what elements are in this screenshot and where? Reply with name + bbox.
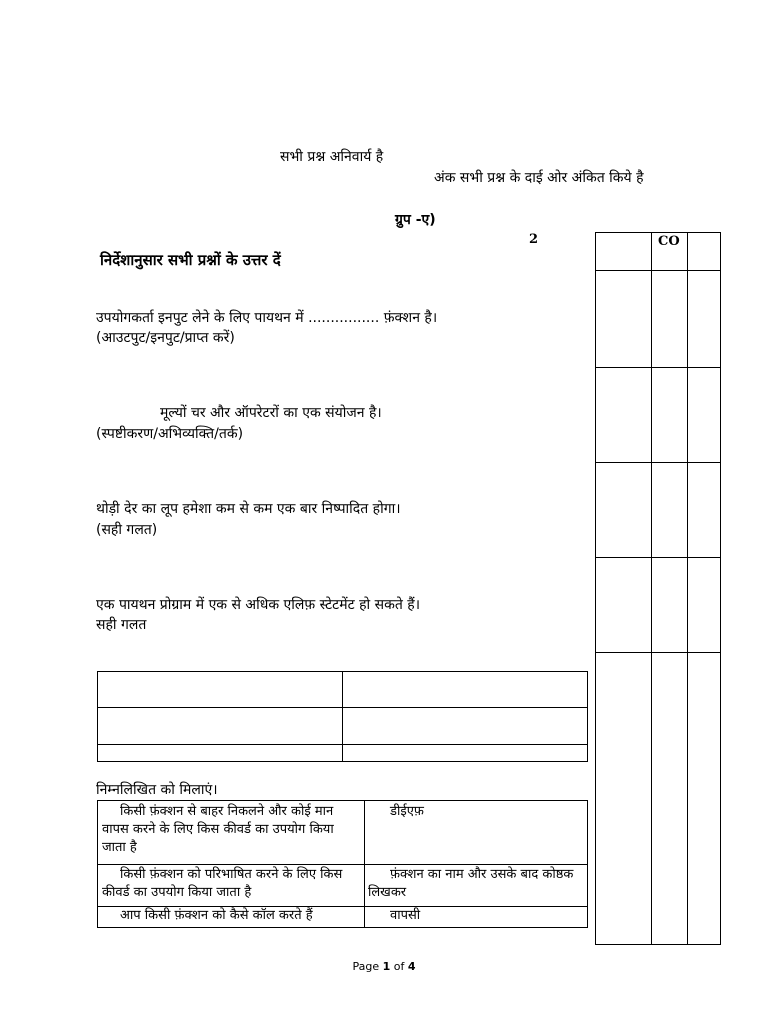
footer-total-pages: 4 <box>407 960 416 973</box>
question-2-options: (स्पष्टीकरण/अभिव्यक्ति/तर्क) <box>96 426 244 442</box>
match-heading: निम्नलिखित को मिलाएं। <box>96 782 218 798</box>
match-row-2-right: फ़ंक्शन का नाम और उसके बाद कोष्ठक लिखकर <box>368 867 574 900</box>
question-4-text: एक पायथन प्रोग्राम में एक से अधिक एलिफ़ स्टेटमेंट हो सकते हैं। <box>96 597 420 613</box>
question-1-options: (आउटपुट/इनपुट/प्राप्त करें) <box>96 330 235 346</box>
section-heading: निर्देशानुसार सभी प्रश्नों के उत्तर दें <box>100 251 281 269</box>
question-3-options: (सही गलत) <box>96 522 158 538</box>
co-header: CO <box>658 234 680 249</box>
footer-prefix: Page <box>352 960 383 973</box>
page-footer <box>0 960 768 973</box>
match-row-1-right: डीईएफ़ <box>390 804 424 819</box>
question-3-text: थोड़ी देर का लूप हमेशा कम से कम एक बार निष्पादित होगा। <box>96 501 401 517</box>
footer-of: of <box>390 960 408 973</box>
marks-number: 2 <box>529 232 539 247</box>
marks-co-table <box>595 232 721 945</box>
question-1-text: उपयोगकर्ता इनपुट लेने के लिए पायथन में ................ फ़ंक्शन है। <box>96 310 438 326</box>
match-row-3-left: आप किसी फ़ंक्शन को कैसे कॉल करते हैं <box>120 908 313 923</box>
question-4-options: सही गलत <box>96 617 147 633</box>
match-row-1-left: किसी फ़ंक्शन से बाहर निकलने और कोई मान वापस करने के लिए किस कीवर्ड का उपयोग किया जाता है <box>102 804 334 855</box>
match-row-2-left: किसी फ़ंक्शन को परिभाषित करने के लिए किस कीवर्ड का उपयोग किया जाता है <box>102 867 343 900</box>
match-row-3-right: वापसी <box>390 908 421 923</box>
question-2-text: मूल्यों चर और ऑपरेटरों का एक संयोजन है। <box>160 405 382 421</box>
instruction-compulsory: सभी प्रश्न अनिवार्य है <box>280 149 384 165</box>
match-table <box>97 800 588 928</box>
instruction-marks: अंक सभी प्रश्न के दाई ओर अंकित किये है <box>434 170 644 186</box>
footer-current-page: 1 <box>382 960 391 973</box>
empty-table <box>97 671 588 762</box>
group-title: ग्रुप -ए) <box>395 212 436 228</box>
